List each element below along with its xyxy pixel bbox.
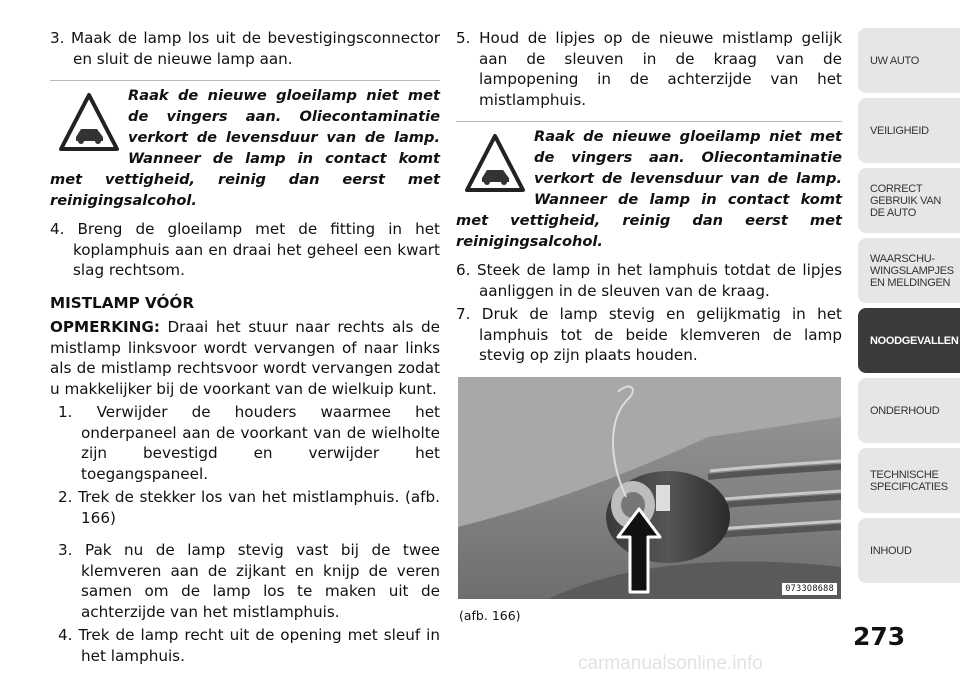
chapter-tab-label: CORRECT — [870, 182, 923, 195]
warning-triangle-icon — [58, 92, 120, 154]
chapter-tab-label: NOODGEVALLEN — [870, 334, 959, 347]
fog-lamp-illustration — [458, 377, 841, 599]
warning-box-left — [50, 80, 440, 211]
fog-lamp-photo — [458, 377, 841, 599]
page-number: 273 — [853, 622, 906, 651]
chapter-tab-label: WINGSLAMPJES — [870, 264, 954, 277]
chapter-tab-label: UW AUTO — [870, 54, 920, 67]
chapter-tab-label: TECHNISCHE — [870, 468, 939, 481]
warning-text-right: Raak de nieuwe gloeilamp niet met de vingers aan. Oliecontaminatie verkort de levensduur van de lamp. Wanneer de lamp in contact komt met vettigheid, reinig dan eerst met reinigingsalcohol. — [456, 128, 842, 250]
warning-text-left: Raak de nieuwe gloeilamp niet met de vingers aan. Oliecontaminatie verkort de levensduur van de lamp. Wanneer de lamp in contact komt met vettigheid, reinig dan eerst met reinigingsalcohol. — [50, 87, 440, 209]
step-7: 7. Druk de lamp stevig en gelijkmatig in het lamphuis tot de beide klemveren de lamp stevig op zijn plaats houden. — [456, 305, 842, 364]
warning-box-right — [456, 121, 842, 252]
chapter-tab-inhoud[interactable] — [858, 518, 960, 583]
chapter-tab-label: ONDERHOUD — [870, 404, 940, 417]
chapter-tab-uw-auto[interactable] — [858, 28, 960, 93]
figure-caption: (afb. 166) — [459, 608, 521, 623]
step-5: 5. Houd de lipjes op de nieuwe mistlamp gelijk aan de sleuven in de kraag van de lampopening in de achterzijde van het mistlamphuis. — [456, 29, 842, 109]
chapter-tab-veiligheid[interactable] — [858, 98, 960, 163]
chapter-tab-label: DE AUTO — [870, 206, 916, 219]
photo-code-label: 0733O8688 — [782, 583, 837, 595]
chapter-tab-label: WAARSCHU- — [870, 252, 935, 265]
step-4b: 4. Trek de lamp recht uit de opening met sleuf in het lamphuis. — [58, 626, 440, 665]
chapter-tab-correct-gebruik-van-de-auto[interactable] — [858, 168, 960, 233]
chapter-tab-label: GEBRUIK VAN — [870, 194, 942, 207]
steps-list-left — [50, 402, 440, 666]
step-4-left: 4. Breng de gloeilamp met de fitting in het koplamphuis aan en draai het geheel een kwart slag rechtsom. — [50, 220, 440, 279]
chapter-tab-label: SPECIFICATIES — [870, 480, 948, 493]
watermark: carmanualsonline.info — [578, 653, 763, 674]
step-3-left: 3. Maak de lamp los uit de bevestigingsconnector en sluit de nieuwe lamp aan. — [50, 29, 440, 68]
chapter-tab-label: INHOUD — [870, 544, 912, 557]
step-1: 1. Verwijder de houders waarmee het onderpaneel aan de voorkant van de wielholte zijn bevestigd en verwijder het toegangspaneel. — [58, 403, 440, 483]
section-heading: MISTLAMP VÓÓR — [50, 293, 195, 312]
warning-triangle-icon — [464, 133, 526, 195]
step-3b: 3. Pak nu de lamp stevig vast bij de twee klemveren aan de zijkant en knijp de veren samen om de lamp los te maken uit de achterzijde van het mistlamphuis. — [58, 541, 440, 621]
chapter-tab-label: VEILIGHEID — [870, 124, 929, 137]
chapter-tab-waarschu-wingslampjes-en-meldingen[interactable] — [858, 238, 960, 303]
chapter-tab-noodgevallen[interactable] — [858, 308, 960, 373]
note-paragraph — [50, 317, 440, 399]
chapter-tab-onderhoud[interactable] — [858, 378, 960, 443]
note-text: Draai het stuur naar rechts als de mistlamp linksvoor wordt vervangen of naar links als de mistlamp rechtsvoor wordt vervangen zodat u makkelijker bij de voorkant van de wielkuip kunt. — [50, 318, 440, 398]
chapter-tabs — [858, 28, 960, 588]
step-2: 2. Trek de stekker los van het mistlamphuis. (afb. 166) — [58, 488, 440, 527]
left-column — [50, 28, 440, 666]
note-label: OPMERKING: — [50, 318, 160, 336]
chapter-tab-label: EN MELDINGEN — [870, 276, 951, 289]
right-column — [456, 28, 842, 366]
step-6: 6. Steek de lamp in het lamphuis totdat de lipjes aanliggen in de sleuven van de kraag. — [456, 261, 842, 300]
chapter-tab-technische-specificaties[interactable] — [858, 448, 960, 513]
